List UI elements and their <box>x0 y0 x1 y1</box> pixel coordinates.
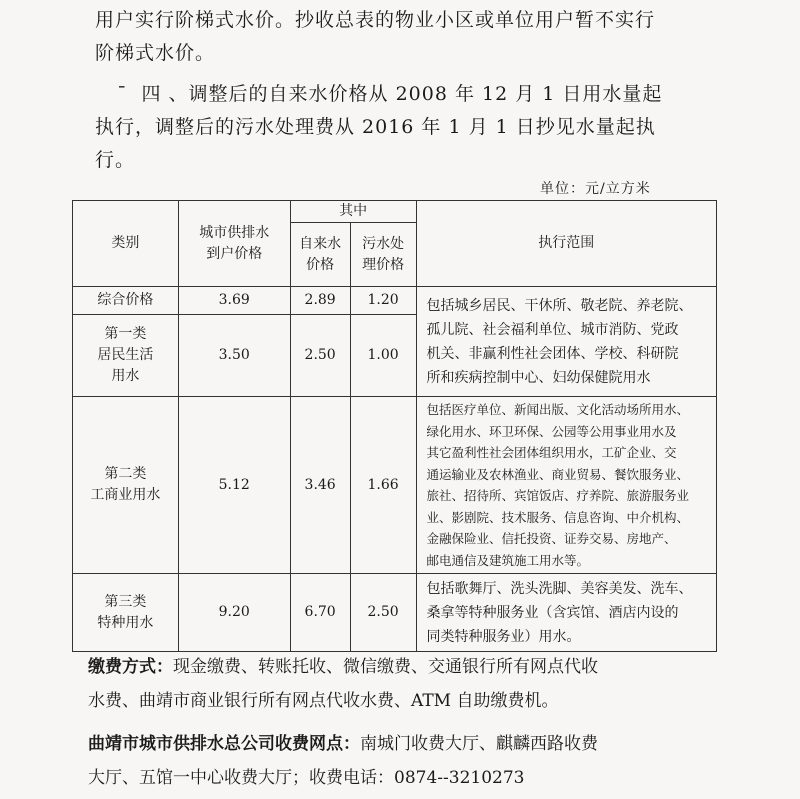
row-sewage-price: 1.20 <box>350 287 416 315</box>
scope-line: 孤儿院、社会福利单位、城市消防、党政 <box>426 321 679 338</box>
category-line: 用水 <box>111 368 140 384</box>
table-row <box>73 574 717 652</box>
intro-line-2: 阶梯式水价。 <box>95 42 216 64</box>
outlets-label: 曲靖市城市供排水总公司收费网点： <box>88 734 360 754</box>
payment-methods <box>88 650 728 718</box>
water-price-table <box>72 200 717 652</box>
section-4-line-1: 四 、调整后的自来水价格从 2008 年 12 月 1 日用水量起 <box>141 83 663 105</box>
category-line: 特种用水 <box>97 614 154 631</box>
scope-line: 金融保险业、信托投资、证券交易、房地产、 <box>426 531 677 546</box>
section-4-paragraph <box>95 78 735 177</box>
header-tap-water: 自来水价格 <box>290 223 350 287</box>
category-line: 第二类 <box>104 466 147 482</box>
row-tap-price: 3.46 <box>290 397 350 574</box>
section-4-line-3: 行。 <box>95 149 136 171</box>
payment-label: 缴费方式： <box>88 657 173 677</box>
payment-line-1: 现金缴费、转账托收、微信缴费、交通银行所有网点代收 <box>173 657 598 677</box>
section-4-line-2: 执行，调整后的污水处理费从 2016 年 1 月 1 日抄见水量起执 <box>95 116 656 138</box>
scope-line: 旅社、招待所、宾馆饭店、疗养院、旅游服务业 <box>426 488 690 503</box>
row-scope <box>416 574 716 652</box>
scope-line: 业、影剧院、技术服务、信息咨询、中介机构、 <box>426 509 690 525</box>
scope-line: 包括歌舞厅、洗头洗脚、美容美发、洗车、 <box>426 580 693 597</box>
intro-paragraph <box>95 4 735 70</box>
outlets-line-2: 大厅、五馆一中心收费大厅；收费电话：0874--3210273 <box>88 768 525 788</box>
table-row <box>73 397 717 574</box>
category-line: 第三类 <box>104 593 147 610</box>
header-category: 类别 <box>73 201 179 287</box>
row-total-price: 3.50 <box>178 315 290 397</box>
scope-line: 桑拿等特种服务业（含宾馆、酒店内设的 <box>426 604 679 621</box>
intro-line-1: 用户实行阶梯式水价。抄收总表的物业小区或单位用户暂不实行 <box>95 9 656 31</box>
unit-label: 单位：元/立方米 <box>540 181 651 197</box>
scope-line: 邮电通信及建筑施工用水等。 <box>426 552 590 568</box>
category-line: 综合价格 <box>97 292 154 308</box>
scope-line: 通运输业及农林渔业、商业贸易、餐饮服务业、 <box>426 466 690 482</box>
row-sewage-price: 1.00 <box>350 315 416 397</box>
row-total-price: 3.69 <box>178 287 290 315</box>
scope-line: 包括医疗单位、新闻出版、文化活动场所用水、 <box>426 402 690 417</box>
row-tap-price: 2.89 <box>290 287 350 315</box>
category-line: 工商业用水 <box>90 487 161 503</box>
row-total-price: 9.20 <box>178 574 290 652</box>
header-scope: 执行范围 <box>416 201 716 287</box>
row-sewage-price: 2.50 <box>350 574 416 652</box>
row-category <box>73 397 179 574</box>
header-sewage: 污水处理价格 <box>350 223 416 287</box>
row-tap-price: 6.70 <box>290 574 350 652</box>
outlets-line-1: 南城门收费大厅、麒麟西路收费 <box>360 734 598 754</box>
row-category <box>73 287 179 315</box>
row-sewage-price: 1.66 <box>350 397 416 574</box>
row-tap-price: 2.50 <box>290 315 350 397</box>
header-of-which: 其中 <box>290 201 416 223</box>
section-4-mark: ˉ <box>117 83 128 105</box>
scope-line: 同类特种服务业）用水。 <box>426 628 581 645</box>
scope-line: 机关、非赢利性社会团体、学校、科研院 <box>426 345 679 362</box>
row-category <box>73 574 179 652</box>
row-scope <box>416 397 716 574</box>
row-category <box>73 315 179 397</box>
header-total-price: 城市供排水到户价格 <box>178 201 290 287</box>
scope-line: 绿化用水、环卫环保、公园等公用事业用水及 <box>426 423 677 439</box>
category-line: 居民生活 <box>97 347 154 363</box>
scope-line: 包括城乡居民、干休所、敬老院、养老院、 <box>426 297 693 314</box>
row-scope <box>416 287 716 397</box>
category-line: 第一类 <box>104 326 147 342</box>
payment-outlets <box>88 727 728 795</box>
scope-line: 其它盈利性社会团体组织用水，工矿企业、交 <box>426 445 677 460</box>
payment-line-2: 水费、曲靖市商业银行所有网点代收水费、ATM 自助缴费机。 <box>88 691 559 711</box>
table-row <box>73 287 717 315</box>
scope-line: 所和疾病控制中心、妇幼保健院用水 <box>426 369 651 386</box>
row-total-price: 5.12 <box>178 397 290 574</box>
